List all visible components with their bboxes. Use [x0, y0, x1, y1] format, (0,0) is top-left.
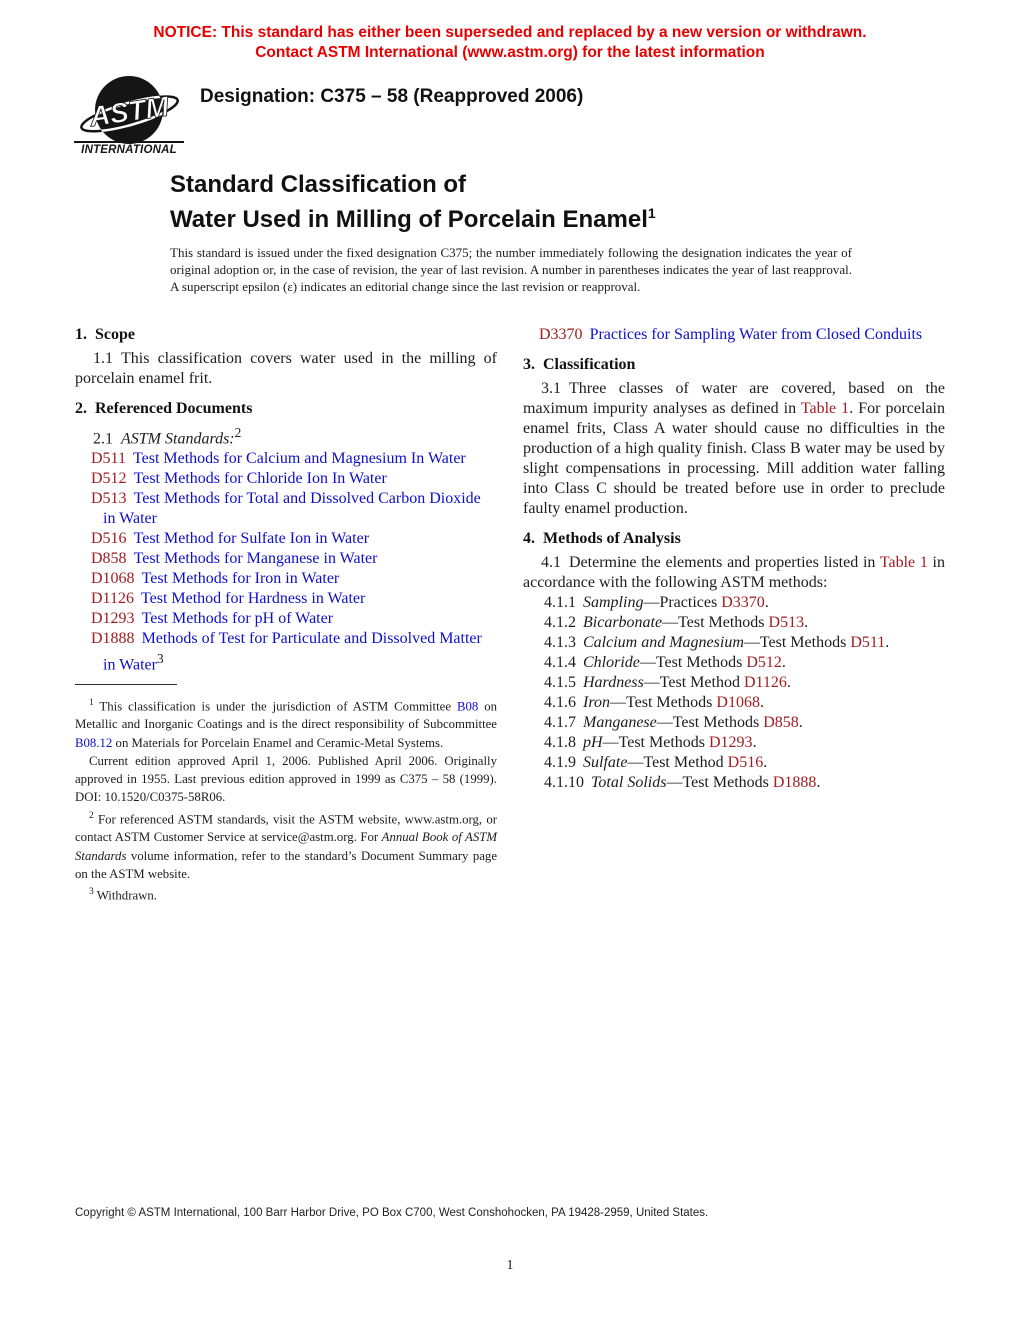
footnote-2-text: For referenced ASTM standards, visit the ASTM website, www.astm.org, or contact ASTM Customer Service at service@astm.org. For [75, 811, 497, 845]
method-item [523, 633, 945, 653]
section-4-1-paragraph [523, 553, 945, 593]
section-3-1-paragraph [523, 379, 945, 519]
footnote-3-ref: 3 [156, 651, 164, 667]
method-term: Hardness [583, 674, 644, 691]
footnote-2-marker: 2 [89, 810, 94, 821]
ref-title-link[interactable]: Test Methods for Total and Dissolved Carbon Dioxide in Water [103, 490, 481, 528]
method-text: . [764, 594, 769, 611]
method-text: . [759, 694, 764, 711]
reference-item [75, 609, 497, 629]
astm-logo-international: INTERNATIONAL [74, 141, 184, 156]
footnote-3-text: Withdrawn. [93, 888, 157, 903]
section-2-1-number: 2.1 [93, 430, 121, 448]
method-term: Calcium and Magnesium [583, 634, 744, 651]
copyright-line: Copyright © ASTM International, 100 Barr Harbor Drive, PO Box C700, West Conshohocken, PA 19428-2959, United States. [75, 1207, 709, 1219]
section-4-1-text: 4.1 Determine the elements and properties listed in [541, 554, 880, 571]
reference-item [75, 449, 497, 469]
method-code-link[interactable]: D1888 [772, 774, 817, 791]
section-4-heading: 4. Methods of Analysis [523, 530, 681, 547]
method-item [523, 753, 945, 773]
section-1-1-paragraph: 1.1 This classification covers water used in the milling of porcelain enamel frit. [75, 350, 497, 387]
method-text: —Test Methods [656, 714, 764, 731]
method-item [523, 593, 945, 613]
method-text: —Test Methods [639, 654, 747, 671]
footnote-1-text: on Materials for Porcelain Enamel and Ceramic-Metal Systems. [112, 735, 444, 750]
right-column [523, 325, 945, 793]
method-text: —Test Method [627, 754, 728, 771]
method-term: Total Solids [591, 774, 667, 791]
method-text: . [816, 774, 821, 791]
edition-note: Current edition approved April 1, 2006. Published April 2006. Originally approved in 1955. Last previous edition approved in 1999 as C375 – 58 (1999). DOI: 10.1520/C0375-58R06. [75, 753, 497, 805]
method-code-link[interactable]: D513 [768, 614, 805, 631]
reference-item [75, 529, 497, 549]
footnote-1-text: on Metallic and Inorganic Coatings and is the direct responsibility of Subcommittee [75, 698, 497, 732]
ref-title-link[interactable]: Test Methods for pH of Water [141, 610, 334, 628]
footnote-1 [75, 694, 497, 752]
footnote-2-text: volume information, refer to the standard’s Document Summary page on the ASTM website. [75, 848, 497, 881]
ref-code-link[interactable]: D1068 [91, 570, 135, 588]
method-text: . [752, 734, 757, 751]
footnote-3 [75, 883, 497, 905]
method-text: —Test Methods [743, 634, 851, 651]
section-2-1-line [75, 423, 497, 449]
method-text: . [781, 654, 786, 671]
method-text: . [763, 754, 768, 771]
page-number: 1 [506, 1257, 514, 1272]
footnote-2-ref: 2 [234, 425, 242, 440]
designation: Designation: C375 – 58 (Reapproved 2006) [200, 86, 584, 107]
ref-title-link[interactable]: Test Method for Hardness in Water [140, 590, 366, 608]
table-1-link[interactable]: Table 1 [800, 400, 850, 417]
ref-code-link[interactable]: D513 [91, 490, 127, 508]
method-text: —Test Methods [666, 774, 773, 791]
section-3-1-text: 3.1 Three classes of water are covered, based on the maximum impurity analyses as defined in [523, 380, 945, 417]
method-text: . [786, 674, 791, 691]
method-term: Chloride [583, 654, 640, 671]
method-code-link[interactable]: D858 [763, 714, 799, 731]
table-1-link[interactable]: Table 1 [879, 554, 928, 571]
method-code-link[interactable]: D511 [850, 634, 886, 651]
method-item [523, 613, 945, 633]
footnotes-block [75, 684, 497, 905]
method-code-link[interactable]: D1068 [716, 694, 760, 711]
method-term: Iron [583, 694, 610, 711]
method-item [523, 713, 945, 733]
footnote-1-text: This classification is under the jurisdiction of ASTM Committee [93, 698, 457, 713]
method-item [523, 733, 945, 753]
annual-book-title: Annual Book of ASTM Standards [75, 830, 497, 863]
astm-globe-icon [77, 74, 181, 148]
footnote-separator [75, 684, 177, 685]
reference-item [75, 489, 497, 529]
supersession-notice [0, 23, 1020, 62]
method-text: . [798, 714, 803, 731]
section-3-1-text: . For porcelain enamel frits, Class A water should cause no difficulties in the production of a high quality finish. Class B water may be used by slight compensations in processing. Mill addition water falling into Class C should be treated before use in order to preclude faulty enamel production. [523, 400, 945, 517]
ref-code-link[interactable]: D1293 [91, 610, 135, 628]
notice-line-2: Contact ASTM International (www.astm.org) for the latest information [255, 43, 765, 61]
ref-code-link[interactable]: D3370 [539, 326, 583, 343]
method-number: 4.1.6 [544, 694, 576, 711]
reference-item [75, 569, 497, 589]
preamble: This standard is issued under the fixed designation C375; the number immediately following the designation indicates the year of original adoption or, in the case of revision, the year of last revision. A number in parentheses indicates the year of last reapproval. A superscript epsilon (ε) indicates an editorial change since the last revision or reapproval. [170, 245, 852, 294]
footnote-1-marker: 1 [89, 697, 94, 708]
reference-item [75, 549, 497, 569]
method-term: Manganese [583, 714, 657, 731]
document-title [170, 170, 656, 234]
astm-standards-label: ASTM Standards: [121, 430, 235, 448]
method-text: —Practices [643, 594, 722, 611]
ref-code-link[interactable]: D512 [91, 470, 127, 488]
ref-title-link[interactable]: Test Methods for Calcium and Magnesium In Water [132, 450, 466, 468]
reference-item [75, 629, 497, 675]
ref-code-link[interactable]: D1126 [91, 590, 134, 608]
left-column [75, 325, 497, 905]
method-number: 4.1.2 [544, 614, 576, 631]
method-code-link[interactable]: D1126 [743, 674, 787, 691]
ref-code-link[interactable]: D1888 [91, 630, 135, 648]
title-line-1: Standard Classification of [170, 171, 467, 198]
ref-title-link[interactable]: Test Methods for Chloride Ion In Water [133, 470, 387, 488]
ref-code-link[interactable]: D511 [91, 450, 126, 468]
method-number: 4.1.3 [544, 634, 576, 651]
reference-item [75, 589, 497, 609]
method-text: . [804, 614, 809, 631]
ref-title-link[interactable]: Practices for Sampling Water from Closed Conduits [589, 326, 923, 343]
method-number: 4.1.1 [544, 594, 576, 611]
method-item [523, 693, 945, 713]
method-number: 4.1.10 [544, 774, 584, 791]
method-term: Sulfate [583, 754, 628, 771]
title-footnote-ref: 1 [647, 205, 656, 221]
method-text: . [885, 634, 890, 651]
method-code-link[interactable]: D516 [727, 754, 764, 771]
method-text: —Test Method [643, 674, 744, 691]
method-term: pH [583, 734, 603, 751]
method-text: —Test Methods [609, 694, 717, 711]
ref-code-link[interactable]: D858 [91, 550, 127, 568]
section-4-1-text: in accordance with the following ASTM methods: [523, 554, 945, 591]
committee-b08-link[interactable]: B08 [456, 698, 479, 713]
method-item [523, 653, 945, 673]
method-number: 4.1.7 [544, 714, 576, 731]
astm-logo-text: ASTM [87, 90, 171, 133]
method-text: —Test Methods [602, 734, 709, 751]
reference-item [523, 325, 945, 345]
title-line-2 [170, 199, 656, 234]
footnote-2 [75, 807, 497, 883]
section-1-heading: 1. Scope [75, 326, 135, 343]
method-term: Bicarbonate [583, 614, 663, 631]
subcommittee-b08-12-link[interactable]: B08.12 [75, 735, 113, 750]
method-number: 4.1.5 [544, 674, 576, 691]
section-2-heading: 2. Referenced Documents [75, 400, 253, 417]
title-line-2-text: Water Used in Milling of Porcelain Enamel [170, 206, 648, 233]
section-3-heading: 3. Classification [523, 356, 636, 373]
method-text: —Test Methods [662, 614, 769, 631]
method-code-link[interactable]: D3370 [721, 594, 765, 611]
method-item [523, 773, 945, 793]
method-item [523, 673, 945, 693]
astm-logo [74, 74, 184, 156]
ref-title-link[interactable]: Test Methods for Iron in Water [141, 570, 340, 588]
ref-code-link[interactable]: D516 [91, 530, 127, 548]
method-number: 4.1.4 [544, 654, 576, 671]
footnote-3-marker: 3 [89, 887, 94, 898]
method-code-link[interactable]: D512 [746, 654, 782, 671]
method-number: 4.1.9 [544, 754, 576, 771]
method-term: Sampling [583, 594, 644, 611]
ref-title-link[interactable]: Test Methods for Manganese in Water [133, 550, 378, 568]
method-number: 4.1.8 [544, 734, 576, 751]
method-code-link[interactable]: D1293 [709, 734, 753, 751]
reference-item [75, 469, 497, 489]
ref-title-link[interactable]: Methods of Test for Particulate and Dissolved Matter in Water [103, 630, 482, 674]
notice-line-1: NOTICE: This standard has either been superseded and replaced by a new version or withdrawn. [153, 24, 867, 41]
ref-title-link[interactable]: Test Method for Sulfate Ion in Water [133, 530, 370, 548]
